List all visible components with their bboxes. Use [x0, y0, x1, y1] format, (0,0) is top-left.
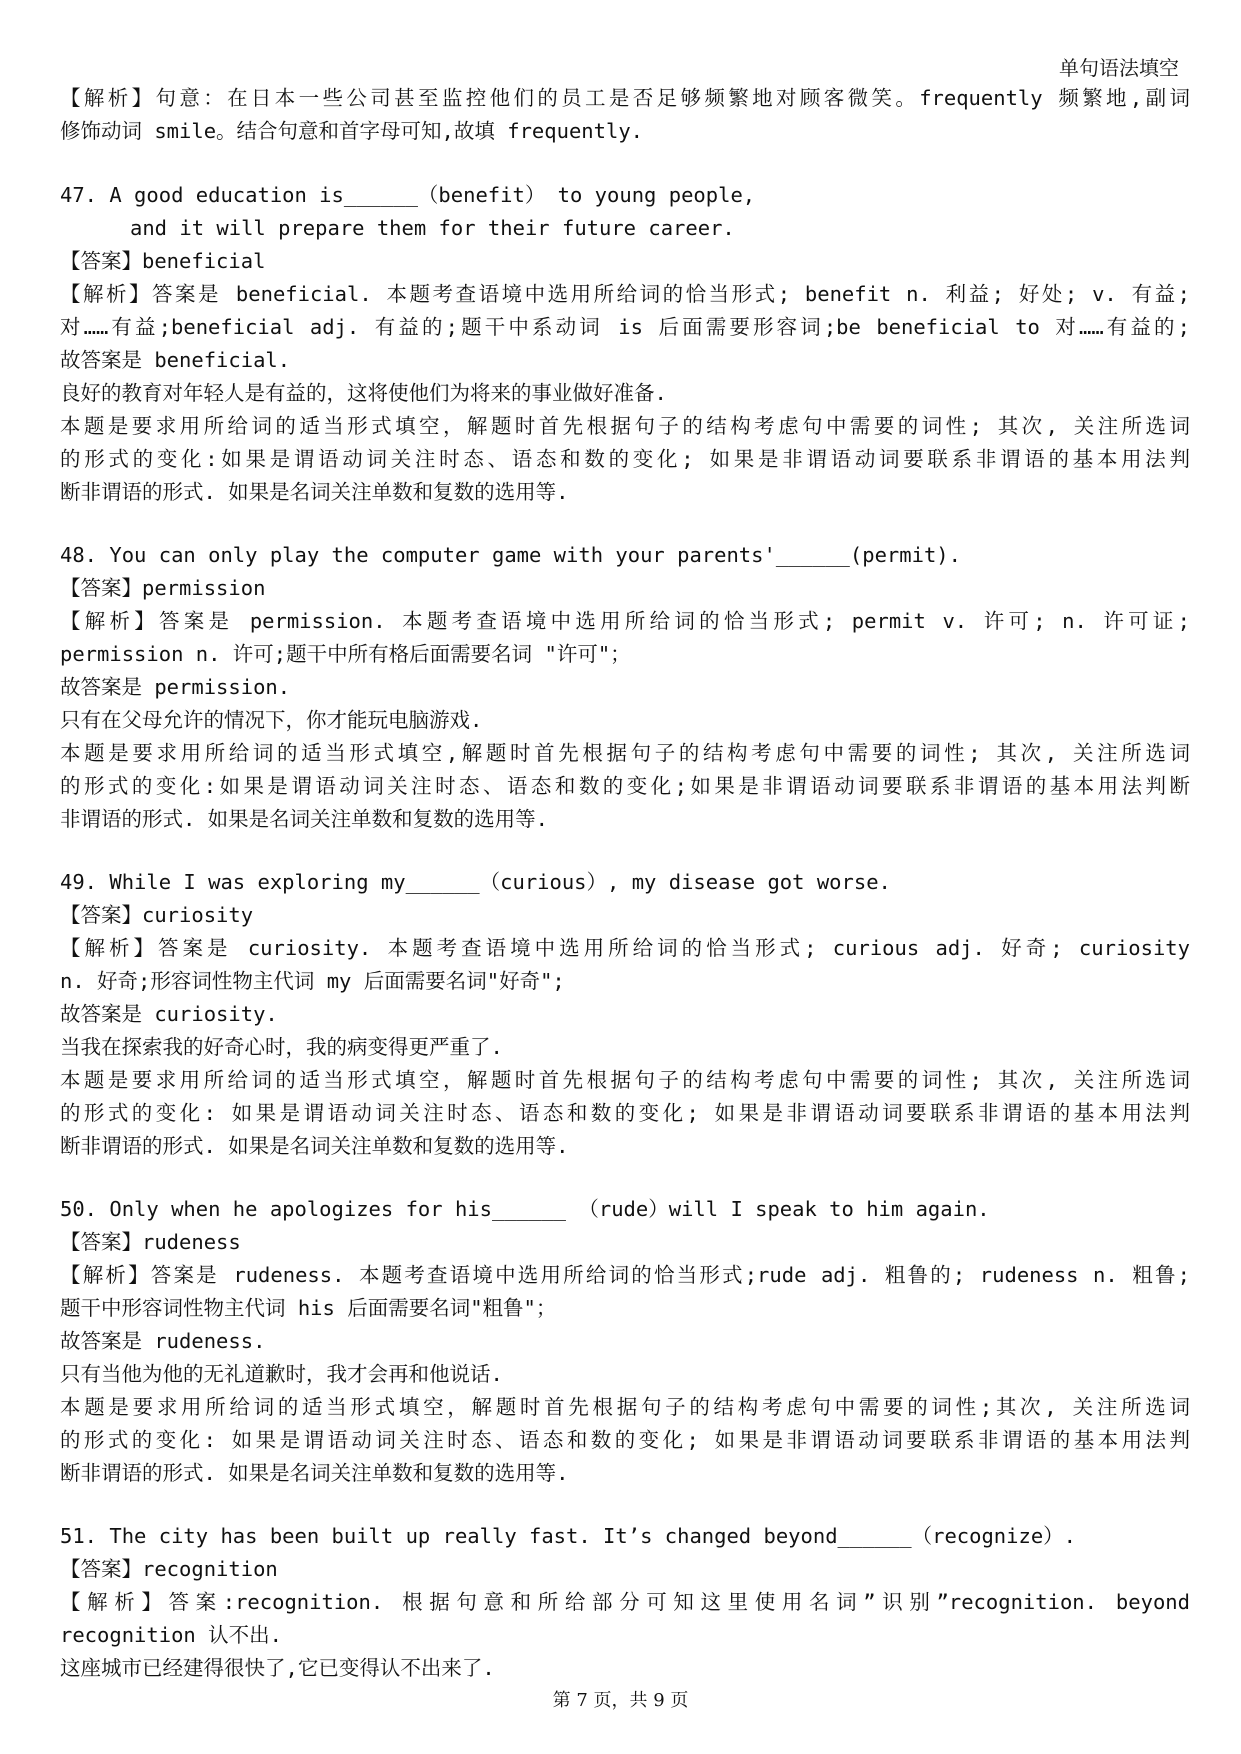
analysis-line: permission n. 许可;题干中所有格后面需要名词 "许可"； — [60, 642, 631, 666]
translation: 只有在父母允许的情况下，你才能玩电脑游戏. — [60, 708, 483, 732]
analysis-line: recognition 认不出. — [60, 1623, 282, 1647]
translation: 当我在探索我的好奇心时，我的病变得更严重了. — [60, 1035, 503, 1059]
translation: 只有当他为他的无礼道歉时，我才会再和他说话. — [60, 1362, 503, 1386]
analysis-line: 故答案是 permission. — [60, 675, 291, 699]
question-49 — [60, 866, 1190, 1163]
analysis-line: 对……有益;beneficial adj. 有益的;题干中系动词 is 后面需要形容词;be beneficial to 对……有益的; — [60, 315, 1190, 339]
answer: 【答案】permission — [60, 576, 266, 600]
analysis-line: 【解析】句意：在日本一些公司甚至监控他们的员工是否足够频繁地对顾客微笑。frequently 频繁地,副词 — [60, 86, 1190, 110]
answer: 【答案】rudeness — [60, 1230, 241, 1254]
note-line: 的形式的变化:如果是谓语动词关注时态、语态和数的变化;如果是非谓语动词要联系非谓语的基本用法判断 — [60, 774, 1190, 798]
analysis-line: 【解析】答案:recognition. 根据句意和所给部分可知这里使用名词”识别”recognition. beyond — [60, 1590, 1190, 1614]
note-line: 的形式的变化:如果是谓语动词关注时态、语态和数的变化; 如果是非谓语动词要联系非谓语的基本用法判 — [60, 447, 1190, 471]
page-header: 单句语法填空 — [1059, 56, 1179, 80]
analysis-line: n. 好奇;形容词性物主代词 my 后面需要名词"好奇"; — [60, 969, 565, 993]
page-number: 第 7 页，共 9 页 — [552, 1690, 689, 1711]
question-stem: 49. While I was exploring my______（curious）, my disease got worse. — [60, 870, 891, 894]
note-line: 本题是要求用所给词的适当形式填空，解题时首先根据句子的结构考虑句中需要的词性; 其次, 关注所选词 — [60, 414, 1190, 438]
answer: 【答案】beneficial — [60, 249, 266, 273]
analysis-line: 【解析】答案是 beneficial. 本题考查语境中选用所给词的恰当形式; benefit n. 利益; 好处; v. 有益; — [60, 282, 1190, 306]
note-line: 的形式的变化: 如果是谓语动词关注时态、语态和数的变化; 如果是非谓语动词要联系非谓语的基本用法判 — [60, 1101, 1190, 1125]
question-stem: 47. A good education is______（benefit） to young people, — [60, 183, 756, 207]
question-51 — [60, 1520, 1190, 1685]
note-line: 非谓语的形式. 如果是名词关注单数和复数的选用等. — [60, 807, 549, 831]
analysis-line: 【解析】答案是 curiosity. 本题考查语境中选用所给词的恰当形式; curious adj. 好奇; curiosity — [60, 936, 1190, 960]
question-stem: 51. The city has been built up really fast. It’s changed beyond______（recognize）. — [60, 1524, 1077, 1548]
question-47 — [60, 179, 1190, 509]
question-stem-continued: and it will prepare them for their future career. — [130, 216, 735, 240]
question-stem: 50. Only when he apologizes for his______ （rude）will I speak to him again. — [60, 1197, 990, 1221]
note-line: 断非谓语的形式. 如果是名词关注单数和复数的选用等. — [60, 1461, 569, 1485]
note-line: 断非谓语的形式. 如果是名词关注单数和复数的选用等. — [60, 1134, 569, 1158]
note-line: 本题是要求用所给词的适当形式填空,解题时首先根据句子的结构考虑句中需要的词性; 其次, 关注所选词 — [60, 741, 1190, 765]
question-50 — [60, 1193, 1190, 1490]
note-line: 本题是要求用所给词的适当形式填空，解题时首先根据句子的结构考虑句中需要的词性;其次, 关注所选词 — [60, 1395, 1190, 1419]
answer: 【答案】curiosity — [60, 903, 254, 927]
note-line: 断非谓语的形式. 如果是名词关注单数和复数的选用等. — [60, 480, 569, 504]
analysis-line: 【解析】答案是 permission. 本题考查语境中选用所给词的恰当形式; permit v. 许可; n. 许可证; — [60, 609, 1190, 633]
question-48 — [60, 539, 1190, 836]
question-stem: 48. You can only play the computer game with your parents'______(permit). — [60, 543, 961, 567]
analysis-line: 【解析】答案是 rudeness. 本题考查语境中选用所给词的恰当形式;rude adj. 粗鲁的; rudeness n. 粗鲁; — [60, 1263, 1190, 1287]
translation: 这座城市已经建得很快了,它已变得认不出来了. — [60, 1656, 495, 1680]
analysis-line: 修饰动词 smile。结合句意和首字母可知,故填 frequently. — [60, 119, 643, 143]
note-line: 的形式的变化: 如果是谓语动词关注时态、语态和数的变化; 如果是非谓语动词要联系非谓语的基本用法判 — [60, 1428, 1190, 1452]
note-line: 本题是要求用所给词的适当形式填空，解题时首先根据句子的结构考虑句中需要的词性; 其次, 关注所选词 — [60, 1068, 1190, 1092]
analysis-line: 故答案是 beneficial. — [60, 348, 291, 372]
intro-analysis — [60, 82, 1190, 148]
analysis-line: 故答案是 curiosity. — [60, 1002, 278, 1026]
analysis-line: 故答案是 rudeness. — [60, 1329, 266, 1353]
document-body — [60, 82, 1190, 1685]
answer: 【答案】recognition — [60, 1557, 278, 1581]
translation: 良好的教育对年轻人是有益的，这将使他们为将来的事业做好准备. — [60, 381, 667, 405]
analysis-line: 题干中形容词性物主代词 his 后面需要名词"粗鲁"； — [60, 1296, 557, 1320]
